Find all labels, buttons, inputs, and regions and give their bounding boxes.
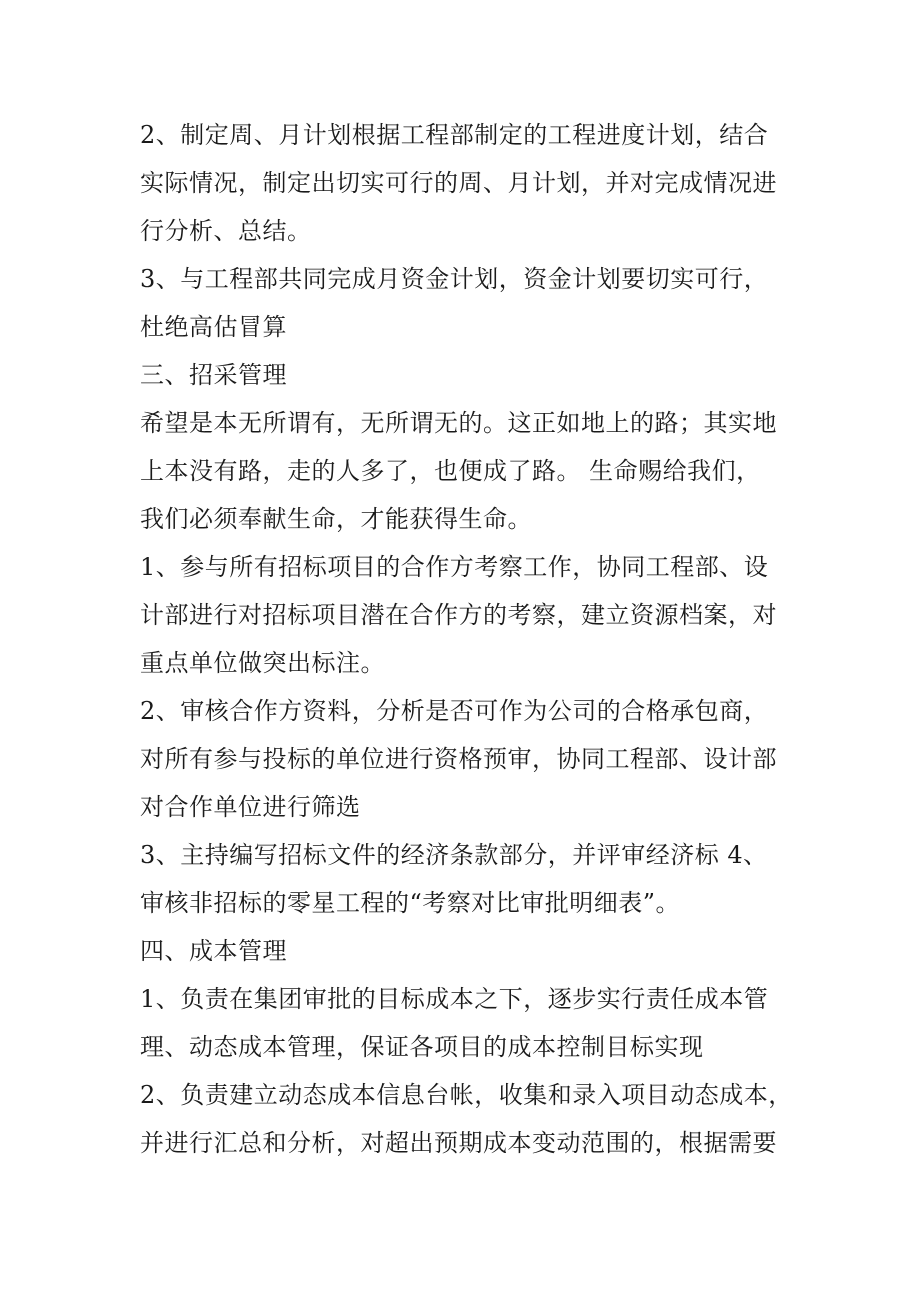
text-line-20: 理、动态成本管理，保证各项目的成本控制目标实现 xyxy=(140,1033,704,1061)
text-line-4: 3、与工程部共同完成月资金计划，资金计划要切实可行， xyxy=(140,265,769,293)
text-line-16: 3、主持编写招标文件的经济条款部分，并评审经济标 4、 xyxy=(140,841,768,869)
section-heading-procurement: 三、招采管理 xyxy=(140,361,287,389)
section-heading-cost-management: 四、成本管理 xyxy=(140,937,287,965)
text-line-1: 2、制定周、月计划根据工程部制定的工程进度计划，结合 xyxy=(140,121,769,149)
text-line-13: 2、审核合作方资料，分析是否可作为公司的合格承包商， xyxy=(140,697,769,725)
text-line-9: 我们必须奉献生命，才能获得生命。 xyxy=(140,505,532,533)
text-line-11: 计部进行对招标项目潜在合作方的考察，建立资源档案，对 xyxy=(140,601,777,629)
text-line-8: 上本没有路，走的人多了，也便成了路。 生命赐给我们， xyxy=(140,457,761,485)
text-line-7: 希望是本无所谓有，无所谓无的。这正如地上的路；其实地 xyxy=(140,409,777,437)
text-line-10: 1、参与所有招标项目的合作方考察工作，协同工程部、设 xyxy=(140,553,769,581)
text-line-19: 1、负责在集团审批的目标成本之下，逐步实行责任成本管 xyxy=(140,985,769,1013)
document-body xyxy=(140,111,793,1167)
text-line-3: 行分析、总结。 xyxy=(140,217,312,245)
text-line-2: 实际情况，制定出切实可行的周、月计划，并对完成情况进 xyxy=(140,169,777,197)
text-line-5: 杜绝高估冒算 xyxy=(140,313,287,341)
text-line-17: 审核非招标的零星工程的“考察对比审批明细表”。 xyxy=(140,889,681,917)
text-line-12: 重点单位做突出标注。 xyxy=(140,649,385,677)
text-line-15: 对合作单位进行筛选 xyxy=(140,793,361,821)
text-line-21: 2、负责建立动态成本信息台帐，收集和录入项目动态成本， xyxy=(140,1081,793,1109)
text-line-22: 并进行汇总和分析，对超出预期成本变动范围的，根据需要 xyxy=(140,1129,777,1157)
text-line-14: 对所有参与投标的单位进行资格预审，协同工程部、设计部 xyxy=(140,745,777,773)
